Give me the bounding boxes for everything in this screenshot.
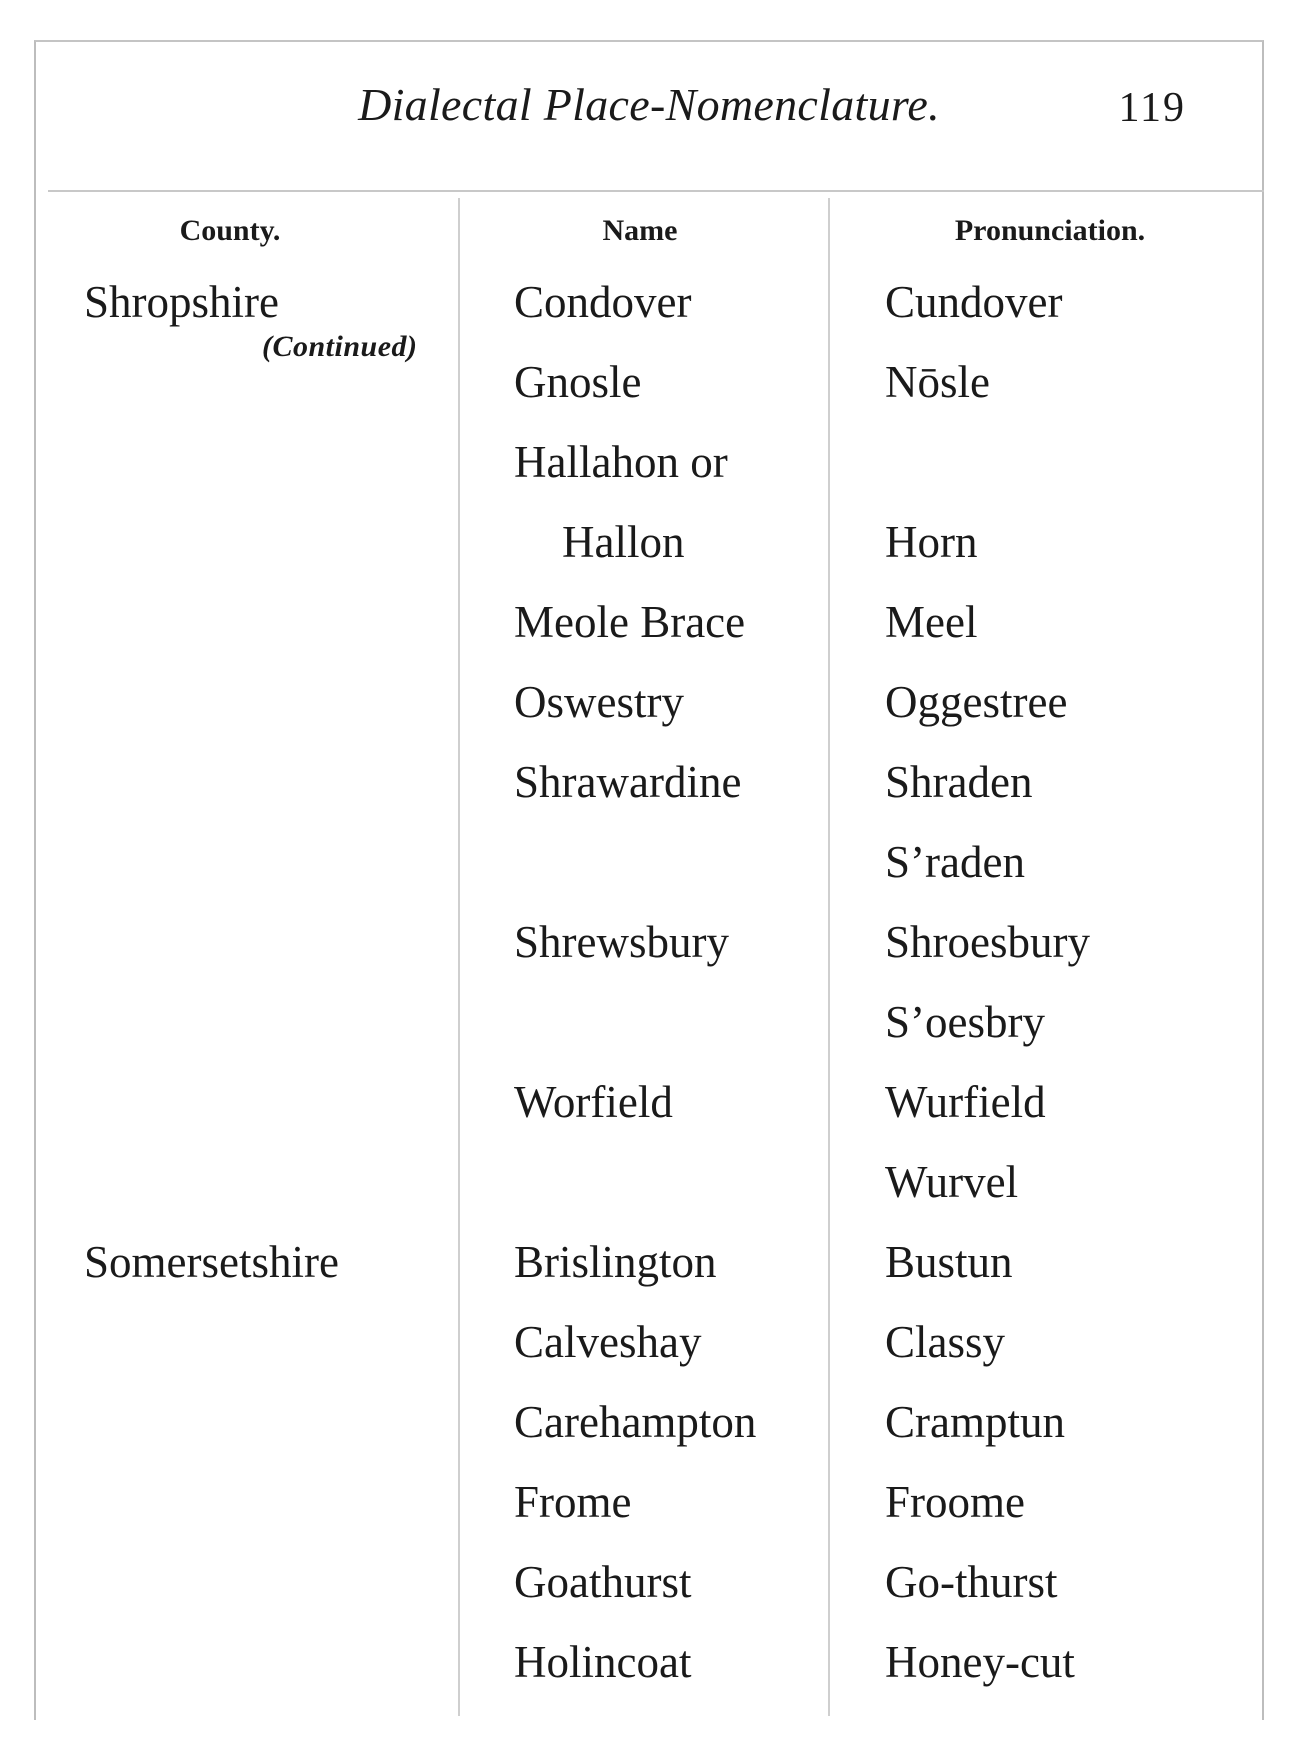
- name-cell: Shrawardine: [514, 757, 742, 807]
- table-row: [0, 1557, 1301, 1640]
- table-row: [0, 917, 1301, 1000]
- table-row: [0, 517, 1301, 600]
- pronunciation-cell: Shroesbury: [885, 917, 1090, 967]
- name-cell: Condover: [514, 277, 692, 327]
- page-number: 119: [1118, 85, 1186, 131]
- table-row: [0, 1477, 1301, 1560]
- name-cell: Oswestry: [514, 677, 684, 727]
- pronunciation-cell: Wurfield: [885, 1077, 1046, 1127]
- table-row: [0, 277, 1301, 360]
- column-header-county: County.: [179, 214, 281, 247]
- pronunciation-cell: Oggestree: [885, 677, 1068, 727]
- name-cell: Shrewsbury: [514, 917, 729, 967]
- column-header-pronunciation: Pronunciation.: [954, 214, 1146, 247]
- name-cell: Hallon: [562, 517, 685, 567]
- name-cell: Brislington: [514, 1237, 717, 1287]
- name-cell: Worfield: [514, 1077, 673, 1127]
- pronunciation-cell: Nōsle: [885, 357, 990, 407]
- header-rule: [48, 190, 1264, 192]
- table-row: [0, 837, 1301, 920]
- pronunciation-cell: Wurvel: [885, 1157, 1019, 1207]
- name-cell: Hallahon or: [514, 437, 728, 487]
- table-row: [0, 997, 1301, 1080]
- continued-note: (Continued): [262, 330, 418, 363]
- table-row: [0, 1637, 1301, 1720]
- pronunciation-cell: Froome: [885, 1477, 1025, 1527]
- pronunciation-cell: Cundover: [885, 277, 1063, 327]
- pronunciation-cell: S’oesbry: [885, 997, 1045, 1047]
- table-row: [0, 597, 1301, 680]
- pronunciation-cell: Meel: [885, 597, 978, 647]
- pronunciation-cell: Cramptun: [885, 1397, 1065, 1447]
- table-row: [0, 1317, 1301, 1400]
- name-cell: Frome: [514, 1477, 632, 1527]
- table-row: [0, 677, 1301, 760]
- name-cell: Carehampton: [514, 1397, 757, 1447]
- page-title: Dialectal Place-Nomenclature.: [358, 79, 940, 130]
- pronunciation-cell: Shraden: [885, 757, 1033, 807]
- name-cell: Goathurst: [514, 1557, 692, 1607]
- table-row: [0, 757, 1301, 840]
- pronunciation-cell: Honey-cut: [885, 1637, 1075, 1687]
- pronunciation-cell: Bustun: [885, 1237, 1013, 1287]
- pronunciation-cell: S’raden: [885, 837, 1025, 887]
- table-row: [0, 1397, 1301, 1480]
- running-head: [34, 62, 1264, 152]
- pronunciation-cell: Go-thurst: [885, 1557, 1058, 1607]
- table-row: [0, 1237, 1301, 1320]
- table-row: [0, 1157, 1301, 1240]
- pronunciation-cell: Horn: [885, 517, 978, 567]
- table-row: [0, 437, 1301, 520]
- name-cell: Calveshay: [514, 1317, 702, 1367]
- name-cell: Meole Brace: [514, 597, 746, 647]
- county-cell: Somersetshire: [84, 1237, 339, 1287]
- pronunciation-cell: Classy: [885, 1317, 1006, 1367]
- name-cell: Holincoat: [514, 1637, 692, 1687]
- name-cell: Gnosle: [514, 357, 642, 407]
- county-cell: Shropshire: [84, 277, 279, 327]
- table-row: [0, 1077, 1301, 1160]
- table-row: [0, 357, 1301, 440]
- column-header-name: Name: [602, 214, 678, 247]
